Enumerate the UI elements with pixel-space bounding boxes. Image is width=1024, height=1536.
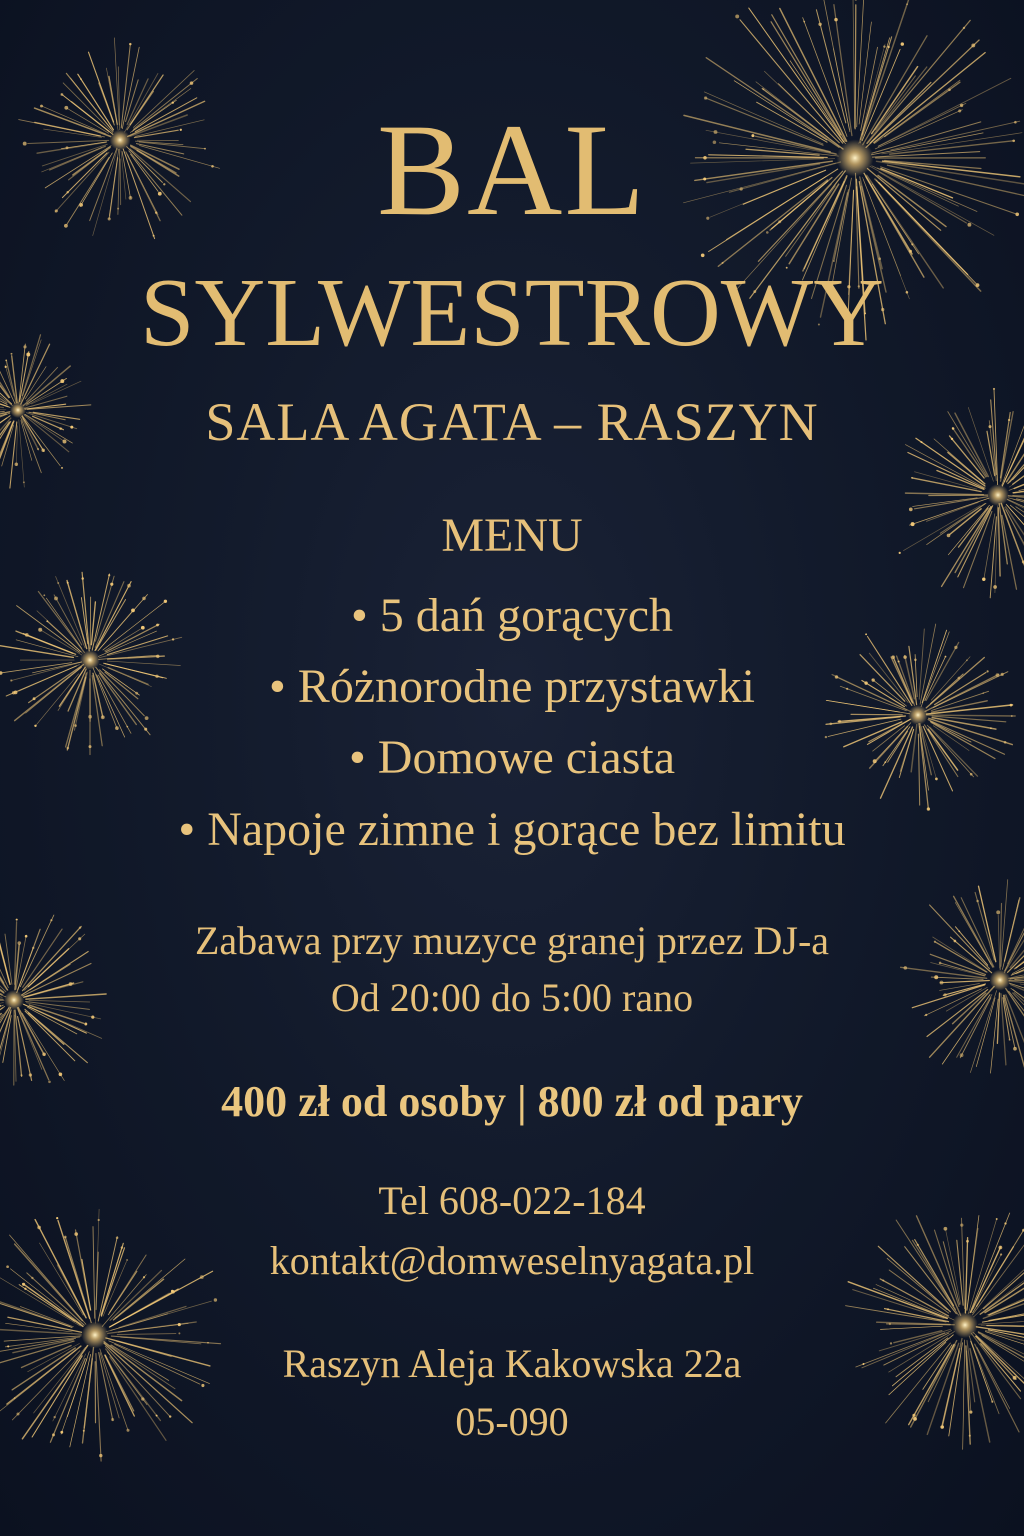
title-line-1: BAL (377, 96, 647, 243)
street-address: Raszyn Aleja Kakowska 22a (282, 1341, 742, 1386)
menu-heading: MENU (441, 509, 583, 562)
event-hours: Od 20:00 do 5:00 rano (330, 975, 694, 1020)
menu-item (0, 586, 1024, 646)
phone-number: Tel 608-022-184 (378, 1178, 646, 1223)
bullet-icon: • (348, 731, 366, 784)
bullet-icon: • (350, 589, 368, 642)
menu-item-label: Domowe ciasta (377, 731, 676, 784)
menu-item (0, 800, 1024, 860)
music-info: Zabawa przy muzyce granej przez DJ-a (194, 918, 830, 963)
bullet-icon: • (178, 803, 196, 856)
menu-item (0, 657, 1024, 717)
postal-code: 05-090 (455, 1399, 569, 1444)
title-line-2: SYLWESTROWY (140, 259, 884, 367)
pricing: 400 zł od osoby | 800 zł od pary (221, 1077, 803, 1126)
bullet-icon: • (268, 660, 286, 713)
venue-subtitle: SALA AGATA – RASZYN (205, 392, 819, 452)
menu-item (0, 728, 1024, 788)
menu-item-label: 5 dań gorących (379, 589, 673, 642)
menu-item-label: Napoje zimne i gorące bez limitu (207, 803, 846, 856)
menu-item-label: Różnorodne przystawki (297, 660, 756, 713)
email-address: kontakt@domweselnyagata.pl (269, 1238, 755, 1283)
